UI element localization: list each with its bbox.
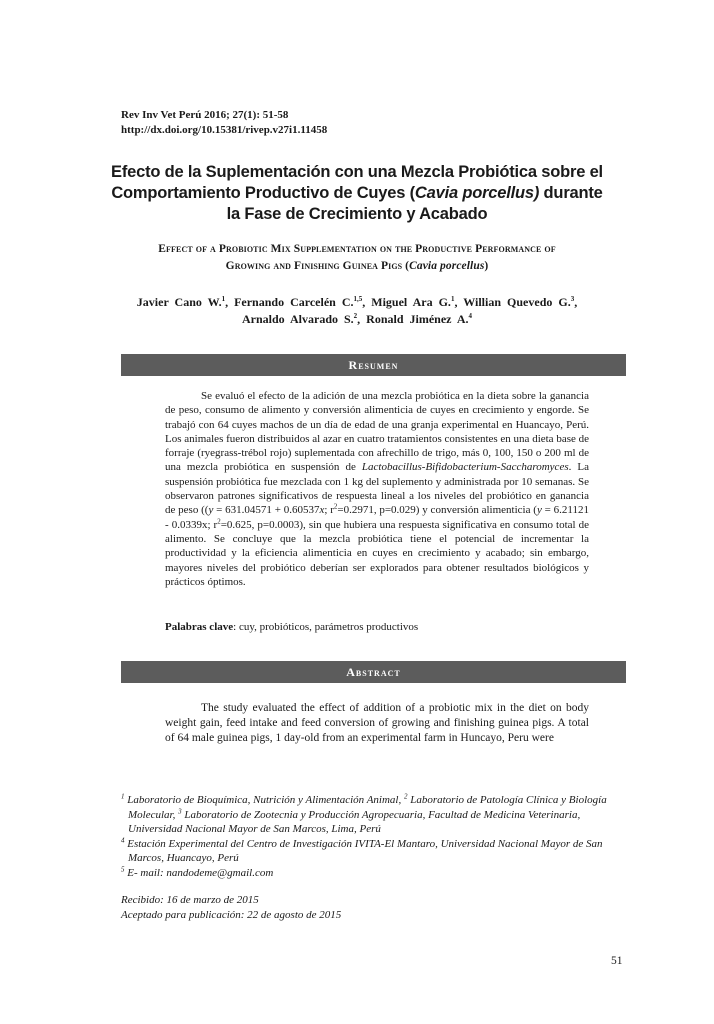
equation-text: =0.2971, p=0.029) y conversión alimenticia ( [337,504,537,517]
title-line-3: la Fase de Crecimiento y Acabado [226,205,488,223]
abstract-body: The study evaluated the effect of addition of a probiotic mix in the diet on body weight gain, feed intake and feed conversion of growing and finishing guinea pigs. A total of 64 male guinea pigs, 1 day-old from an experimental farm in Huncayo, Peru were [165,702,589,744]
journal-header [121,108,327,138]
doi-link[interactable]: http://dx.doi.org/10.15381/rivep.v27i1.11458 [121,124,328,136]
english-title-line-1: Effect of a Probiotic Mix Supplementation on the Productive Performance of [158,243,556,255]
page-number: 51 [611,955,623,967]
footnote-affiliation-4 [121,837,631,866]
article-title [100,162,614,225]
footnote-affiliations [121,793,631,837]
footnote-text: Laboratorio de Zootecnia y Producción Agropecuaria, Facultad de Medicina Veterinaria, Universidad Nacional Mayor de San Marcos, Lima, Perú [128,808,581,835]
title-line-2-end: durante [539,184,603,202]
author-name: Willian Quevedo G. [463,295,571,309]
article-dates [121,893,341,922]
author-affiliation-mark: 3 [570,295,575,303]
equation-variable: x [319,504,325,517]
english-title-line-2-end: ) [484,260,489,272]
author-5 [242,312,366,326]
author-1 [137,295,234,309]
equation-text: = 631.04571 + 0.60537 [213,504,320,517]
keywords [165,620,418,634]
author-name: Javier Cano W. [136,295,222,309]
footnote-mark: 1 [121,792,125,801]
email-link[interactable]: E- mail: nandodeme@gmail.com [124,866,274,879]
author-name: Fernando Carcelén C. [234,295,354,309]
title-species: Cavia porcellus) [414,184,540,202]
equation-text: = 6.21121 - 0.0339x; r [165,504,589,531]
english-title-line-2 [100,258,614,275]
equation-variable: y [208,504,214,517]
footnotes [121,793,631,880]
footnote-text: Laboratorio de Patología Clínica y Biología Molecular, [128,794,607,821]
english-title-species: Cavia porcellus [409,260,485,272]
resumen-text: =0.625, p=0.0003), sin que hubiera una respuesta significativa en consumo total de alimento. Se concluye que la mezcla probiótica tiene el potencial de incrementar la productividad y la eficiencia alimenticia en cuyes en crecimiento y acabado; sin embargo, mayores niveles del probiótico deberían ser explorados para obtener resultados biológicos y prácticos óptimos. [165,518,589,588]
resumen-text: Se evaluó el efecto de la adición de una mezcla probiótica en la dieta sobre la ganancia de peso, consumo de alimento y conversión alimenticia de cuyes en crecimiento y engorde. Se trabajó con 64 cuyes machos de un día de edad de una granja experimental en Huancayo, Perú. Los animales fueron distribuidos al azar en cuatro tratamientos consistentes en una dieta base de forraje (ryegrass-trébol rojo) suplementada con afrechillo de trigo, más 0, 100, 150 o 200 ml de una mezcla probiótica en suspensión de [165,390,589,474]
author-affiliation-mark: 4 [468,312,473,320]
english-title [100,241,614,275]
author-6 [366,312,472,326]
footnote-mark: 5 [121,864,125,873]
author-list [110,294,604,328]
equation-text: ; r [324,504,334,517]
author-affiliation-mark: 1 [450,295,455,303]
author-separator: , [225,295,235,309]
author-separator: , [454,295,464,309]
journal-citation: Rev Inv Vet Perú 2016; 27(1): 51-58 [121,109,289,121]
footnote-email [121,866,631,881]
resumen-body: Se evaluó el efecto de la adición de una mezcla probiótica en la dieta sobre la ganancia de peso, consumo de alimento y conversión alimenticia de cuyes en crecimiento y engorde. Se trabajó con 64 cuyes machos de un día de edad de una granja experimental en Huancayo, Perú. Los animales fueron distribuidos al azar en cuatro tratamientos consistentes en una dieta base de forraje (ryegrass-trébol rojo) suplementada con afrechillo de trigo, más 0, 100, 150 o 200 ml de una mezcla probiótica en suspensión de Lactobacillus-Bifidobacterium-Saccharomyces. La suspensión probiótica fue mezclada con 1 kg del suplemento y administrada por 10 semanas. Se observaron patrones significativos de respuesta lineal a los niveles del probiótico en ganancia de peso ((y = 631.04571 + 0.60537x; $r^2=0.2971$, p=0.029) y conversión alimenticia (y = 6.21121 - 0.0339x; $r^2=0.625$, p=0.0003), sin que hubiera una respuesta significativa en consumo total de alimento. Se concluye que la mezcla probiótica tiene el potencial de incrementar la productividad y la eficiencia alimenticia en cuyes en crecimiento y acabado; sin embargo, mayores niveles del probiótico deberían ser explorados para obtener resultados biológicos y prácticos óptimos. [165,390,589,588]
equation-variable: y [536,504,542,517]
author-affiliation-mark: 1,5 [353,295,363,303]
resumen-text: . La suspensión probiótica fue mezclada con 1 kg del suplemento y administrada por 10 semanas. Se observaron patrones significativos de respuesta lineal a los niveles del probiótico en ganancia de peso ( [165,461,589,517]
keywords-text: : cuy, probióticos, parámetros productivos [233,621,419,633]
keywords-label: Palabras clave [165,621,234,633]
footnote-mark: 2 [403,792,408,801]
author-separator: , [362,295,372,309]
author-name: Ronald Jiménez A. [366,312,469,326]
author-2 [234,295,371,309]
resumen-heading: Resumen [121,354,626,376]
title-line-2-text: Comportamiento Productivo de Cuyes ( [111,184,415,202]
title-line-2 [100,183,614,204]
author-4 [463,295,577,309]
author-affiliation-mark: 1 [221,295,226,303]
footnote-mark: 3 [178,806,182,815]
received-date: Recibido: 16 de marzo de 2015 [121,894,259,906]
accepted-date: Aceptado para publicación: 22 de agosto de 2015 [121,908,342,921]
author-name: Arnaldo Alvarado S. [241,312,354,326]
equation-superscript: 2 [217,517,221,526]
resumen-species: Lactobacillus-Bifidobacterium-Saccharomyces [361,461,569,474]
author-3 [371,295,463,309]
abstract-heading: Abstract [121,661,626,683]
equation-superscript: 2 [333,502,338,511]
author-separator: , [357,312,367,326]
english-title-line-2-text: Growing and Finishing Guinea Pigs ( [225,260,410,272]
footnote-text: Laboratorio de Bioquímica, Nutrición y Alimentación Animal, [124,794,404,806]
author-name: Miguel Ara G. [371,295,451,309]
author-affiliation-mark: 2 [353,312,358,320]
title-line-1: Efecto de la Suplementación con una Mezcla Probiótica sobre el [111,163,603,181]
footnote-text: Estación Experimental del Centro de Investigación IVITA-El Mantaro, Universidad Nacional Mayor de San Marcos, Huancayo, Perú [124,837,603,864]
footnote-mark: 4 [121,835,125,844]
author-separator: , [574,295,578,309]
